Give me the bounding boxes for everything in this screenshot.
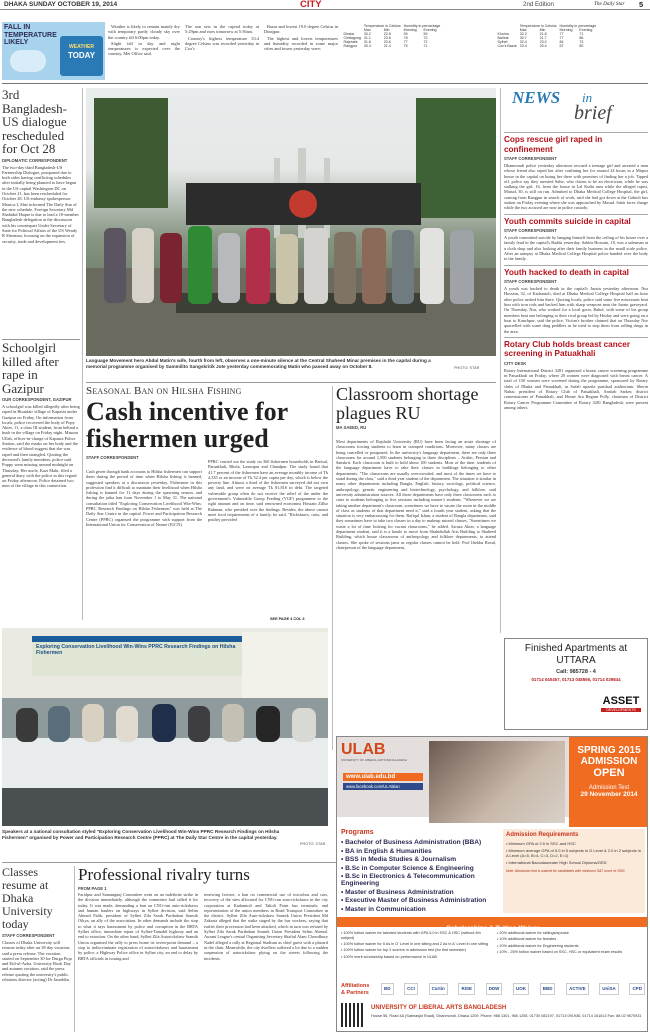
masthead: [0, 0, 650, 10]
students-photo: [429, 741, 565, 823]
headline-classroom: Classroom shortage plagues RU: [336, 385, 479, 423]
body-hilsa-2: PPRC carried out the study on 360 fishermen households in Barisal, Patuakhali, Bhola, Laxmipur and Chandpur. The study found that 41.7 percent of the fishermen have an average monthly income of Tk 4,335 or an income of Tk 52.4 per capita per day, which is below the poverty line. Almost a third of the fishermen surveyed did not own any land, and were on average Tk 81,816 in debt. The targeted vulnerable group often do not receive the relief of the under the government's Vulnerable Group Feeding (VGF) programme to the right amount and on time, said renowned economist Hossain Zillur Rahman, who presided over the findings. Besides, the above cannot meet food requirements of a family, he said. "Rickshaws, carts, and poultry provided: [208, 459, 328, 523]
program-item: • B.Sc in Electronics & Telecommunication Engineering: [341, 873, 475, 887]
waiver-item: • 100% tuition waiver for talented students with GPA 5.0 in SSC & HSC (without 4th subject): [341, 931, 481, 940]
brief-headline: Youth hacked to death in capital: [504, 267, 629, 277]
spring-admission-panel: [569, 737, 648, 827]
weather-value: 78: [403, 36, 408, 40]
city-name: Rajshahi: [343, 40, 358, 44]
byline-dialogue: DIPLOMATIC CORRESPONDENT: [2, 157, 68, 163]
weather-value: 84: [559, 40, 564, 44]
partner-logo: UniSA: [599, 983, 619, 995]
weather-value: 57: [559, 44, 564, 48]
photo2-caption: Speakers at a national consultation styled "Exploring Conservation Livelihood Win-Wins PPRC Research Findings on Hilsha Fishermen" organised by Power and Participation Research Centre (PPRC) at The Daily Star Centre in the capital yesterday.: [2, 829, 280, 840]
asset-logo: [601, 695, 641, 725]
waiver-item: • 10% - 25% tuition waiver based on SSC, HSC or equivalent exam results: [497, 949, 623, 954]
weather-row: [496, 44, 598, 48]
weather-box: [2, 22, 105, 80]
programs-title: Programs: [341, 829, 374, 836]
weather-col-3: Bazar and lowest 19.0 degree Celsius in Dinajpur. The highest and lowest temperatures and humidity recorded in some major cities and towns yesterday were:: [264, 24, 338, 52]
weather-row: [342, 44, 442, 48]
ad-apartments: [504, 638, 648, 730]
open-label: OPEN: [593, 767, 625, 779]
brief-headline: Rotary Club holds breast cancer screening in Patuakhali: [504, 339, 631, 359]
ulab-logo: [341, 741, 411, 763]
headline-dialogue: 3rd Bangladesh-US dialogue rescheduled for Oct 28: [2, 88, 67, 156]
ad-apartments-title: Finished Apartments at UTTARA: [524, 643, 628, 666]
weather-value: 30.4: [363, 44, 371, 48]
divider: [2, 339, 80, 340]
waiver-title: Scholarships & Tuition Waiver: [446, 925, 540, 932]
weather-logo-bottom: TODAY: [67, 51, 96, 60]
banner-sun-icon: [289, 190, 317, 218]
city-name: Barisal: [497, 36, 509, 40]
partner-logo: RISE: [458, 983, 475, 995]
qr-code: [341, 1003, 365, 1027]
program-item: • BA in English & Humanities: [341, 847, 432, 855]
waiver-item: • 100% merit scholarship based on performance in ULAB: [341, 954, 437, 959]
city-name: Khulna: [497, 32, 509, 36]
body-dialogue: The two-day third Bangladesh-US Partnership Dialogue, postponed due to both sides having conflicting schedules after initially being planned to have begun in the US capital Washington DC on October 21, has been rescheduled for October 28. US embassy spokesperson Monica L Shie informed The Daily Star of the new schedule. Foreign Secretary Md Shahidul Haque is due to lead a 10-member Bangladesh delegation at the discussion with his counterpart Under Secretary of State for Political Affairs of the US Wendy R Sherman, focusing on the expansion of security, trade and development ties.: [2, 164, 79, 244]
weather-value: 32.4: [519, 40, 527, 44]
headline-schoolgirl: Schoolgirl killed after rape in Gazipur: [2, 341, 59, 396]
byline-classes: STAFF CORRESPONDENT: [2, 933, 55, 938]
photo-pprc-consultation: [2, 628, 328, 826]
weather-value: 86: [579, 36, 584, 40]
tree-left: [94, 98, 168, 208]
temperature-table-left: Temperature in Celsius Humidity in percentage Max Min Morning Evening Dhaka 30.2 22.8 59 59 Chittagong 31.1 23.6 78 72 Rajshahi 31.6 20.6 77 72 Rangpur 30.4 21.4 75 71: [343, 24, 441, 48]
weather-logo-top: WEATHER: [69, 44, 94, 50]
brief-item: [504, 132, 648, 211]
partner-logo: CCI: [404, 983, 418, 995]
brief-body: Dhanmondi police yesterday afternoon rescued a teenage girl and arrested a man whose friend also raped her after confining her for around 24 hours in a Mirpur house in the capital on luring her there with promises of finding her a job. Tipped off, police say they arrested Sabir, who claims to be an electrician, while he was stalking the girl, 16, from the house in Lal Kuthi area while the alleged rapist, Masud, 30, is still on run. Admitted to Dhaka Medical College Hospital, the girl, coming from Rangpur in search of work, said she had got down at the Gabtoli bus station on Friday evening where she was approached by Masud. Sabir faces charge while the two accused are now in police custody.: [504, 163, 648, 211]
body-hilsa-1: Cash given through bank accounts to Hilsha fishermen can support them during the period of time when Hilsha fishing is banned, suggested speakers at a discussion yesterday. Fishermen in this profession find it difficult to maintain their livelihood when Hilsha fishing is banned for 11 days during the spawning season, and during the jatka ban from November 1 to May 31. The national consultation titled "Exploring Conservation Livelihood Win-Wins: PPRC Research Findings on Hilsha Fishermen" was held at The Daily Star Centre in the capital. Power and Participation Research Centre (PPRC) organised the programme with support from the International Union for Conservation of Nature (IUCN).: [86, 469, 202, 527]
brief-logo-brief: brief: [574, 102, 612, 124]
foreground-table: [2, 788, 328, 826]
section-name: CITY: [300, 0, 322, 10]
brief-byline: CITY DESK: [504, 360, 527, 366]
requirement-item: • International Baccalaureate/ High School Diploma/GED: [506, 860, 607, 865]
brief-body: A youth committed suicide by hanging himself from the ceiling of his house over a family feud in the capital's Badda yesterday. Sabbir Hossain, 18, was a salesman at a cloth shop and also looking after their family business in the small scale police. After an autopsy at Dhaka Medical College Hospital police handed over the body to the family.: [504, 235, 648, 262]
weather-value: 31.6: [363, 40, 371, 44]
partner-logo: DDW: [486, 983, 503, 995]
brief-byline: STAFF CORRESPONDENT: [504, 228, 557, 234]
weather-value: 30.2: [363, 32, 371, 36]
weather-col-1: Weather is likely to remain mainly dry with temporary partly cloudy sky over the country till 6:00pm today. Slight fall in day and night temperatures is expected over the country, Met Office said.: [108, 24, 180, 57]
program-item: • Master in Communication: [341, 905, 426, 913]
ulab-facebook[interactable]: www.facebook.com/ULABian: [343, 783, 423, 790]
weather-value: 72: [423, 36, 428, 40]
weather-value: 23.6: [383, 36, 391, 40]
speakers-row: [16, 704, 316, 742]
brief-headline: Cops rescue girl raped in confinement: [504, 135, 603, 154]
requirements-note: Note: Admission test is waived for candidates with minimum SAT score of 1500: [506, 869, 625, 873]
waiver-list-right: [497, 931, 647, 956]
weather-value: 72: [423, 40, 428, 44]
partner-logo: BD: [381, 983, 394, 995]
waiver-title-bar: [337, 917, 648, 932]
weather-value: 77: [559, 32, 564, 36]
weather-value: 73: [579, 40, 584, 44]
ulab-footer-address: House 56, Road 4A (Satmasjid Road), Dhanmondi, Dhaka 1209. Phone: 966 1301, 966 1255, 01730 082197, 01713 091936, 01714 161613 Fax: 88 02 9670931: [371, 1014, 642, 1018]
body-schoolgirl: A schoolgirl was killed allegedly after being raped in Biraidair village of Kapasia under Gazipur on Friday. On information from locals, police recovered the body of Popy Akter, 11, a class III student, from behind a bush in the village on Friday night. Masum Ullah, officer-in-charge of Kapasia Police Station, said the marks on her body and the evidence of blood suggest that she was raped and then strangled. Quoting the deceased's family members, police said Poppy went missing around midnight on Thursday. Her uncle, Kazi Mahi, filed a general diary with the police in this regard on Friday afternoon. Police detained two men of the village in this connection.: [2, 404, 80, 489]
weather-value: 80: [579, 44, 584, 48]
partner-logo: BBD: [540, 983, 556, 995]
story-hilsa: [86, 385, 328, 625]
pprc-banner-text: Exploring Conservation Livelihood Win-Wins PPRC Research Findings on Hilsha Fishermen: [36, 644, 236, 657]
admission-label: ADMISSION: [580, 756, 638, 767]
city-name: Cox's Bazar: [497, 44, 517, 48]
brief-logo-news: NEWS: [512, 88, 561, 107]
weather-logo: [60, 36, 103, 76]
news-in-brief: [504, 88, 648, 633]
weather-value: 71: [423, 44, 428, 48]
ulab-website[interactable]: www.ulab.edu.bd: [343, 773, 423, 781]
photo-shaheed-minar: [86, 88, 496, 356]
brief-headline: Youth commits suicide in capital: [504, 216, 631, 226]
ulab-footer-name: UNIVERSITY OF LIBERAL ARTS BANGLADESH: [371, 1005, 507, 1011]
waiver-item: • 100% tuition waiver for 5 As in O' Level in one sitting and 2 As in A' Level in one sitting: [341, 942, 488, 947]
story-classes: [2, 866, 72, 1032]
brief-logo-in: in: [582, 90, 593, 105]
paper-name: The Daily Star: [594, 1, 625, 7]
weather-value: 23.0: [539, 40, 547, 44]
column-rule: [82, 88, 83, 620]
partner-logo: ACTIVE: [566, 983, 589, 995]
city-name: Rangpur: [343, 44, 358, 48]
brief-byline: STAFF CORRESPONDENT: [504, 156, 557, 161]
requirements-list: [503, 841, 645, 865]
banner-stripe: [32, 636, 242, 642]
partner-logo: Curtin: [429, 983, 448, 995]
waiver-item: • 100% tuition waiver for top 3 scorers in admission test (for first semester): [341, 948, 466, 953]
program-item: • Master of Business Administration: [341, 888, 454, 896]
weather-value: 21.4: [383, 44, 391, 48]
weather-value: 21.8: [539, 32, 547, 36]
wreath-row: [176, 293, 426, 313]
byline-classroom: MA SAEED, RU: [336, 425, 367, 430]
edition-label: 2nd Edition: [523, 1, 554, 8]
requirements-title: Admission Requirements: [506, 832, 579, 838]
weather-value: 32.2: [519, 32, 527, 36]
photo2-credit: PHOTO: STAR: [300, 842, 326, 846]
story-schoolgirl: [2, 341, 80, 618]
weather-value: 25.4: [539, 44, 547, 48]
body-rivalry-2: renewing licence, a ban on commercial use of microbus and cars, recovery of the sites allocated for CNG-run auto-rickshaws in the city corporation at Kadamtoli and Taltoli Point bus terminals, and representation of the union members in Road Transport Committee in the district. Sylhet Zila Auto-rickshaw Sramik Union President Md Zakaria alleged that the strike staged by the bus workers, saying that earlier their procession had been attacked, which in turn was refused by Sylhet Zila Sarak Paribahan Sramik Union President Selim Ahmed. Awami League's central Organising Secretary Shafiul Alam Chowdhury Nadel alleged a rally at Regional Stadium as chief guest with a placard in the chair. Meanwhile, the city dwellers suffered a lot due to a sudden suspension of autorickshaw plying on the streets following the incidents.: [204, 892, 328, 961]
photo-shaheed-minar-scene: [86, 88, 496, 356]
weather-value: 77: [403, 40, 408, 44]
admission-test-label: Admission Test: [588, 785, 630, 791]
affiliations-label: Affiliations & Partners: [341, 983, 370, 996]
story-rivalry: [78, 866, 328, 1032]
program-item: • B.Sc in Computer Science & Engineering: [341, 864, 474, 872]
weather-value: 30.7: [519, 36, 527, 40]
waiver-item: • 20% additional waiver for siblings/spouse: [497, 931, 569, 935]
brief-body: Rotary International District 3281 organised a breast cancer screening programme in Patuakhali on Friday, where 20 women were diagnosed with breast cancer. A total of 150 women were screened during the programme, sponsored by Rotary clubs of Dhaka and Patuakhali, in Sufali upazila parishad auditorium. Sherin Nahar, president of Rotary Club of Patuakhali, Amitab Sarker, district commissioner of Patuakhali, and Hosne Ara Begum Polly, chairman of District Rotary Cancer Programme Committee of Rotary 3281 Bangladesh, were present among others.: [504, 367, 648, 410]
headline-classes: Classes resume at Dhaka University today: [2, 866, 53, 931]
sunset-note: The sun sets in the capital today at 5:29pm and rises tomorrow at 5:56am.: [185, 24, 259, 35]
weather-table-left: [342, 24, 490, 48]
byline-schoolgirl: OUR CORRESPONDENT, GAZIPUR: [2, 397, 72, 402]
brief-byline: STAFF CORRESPONDENT: [504, 279, 557, 285]
partner-logo: CPD: [629, 983, 645, 995]
program-item: • BSS in Media Studies & Journalism: [341, 856, 457, 863]
weather-value: 21.7: [539, 36, 547, 40]
body-rivalry-1: Faridpur and Sunamganj Committee went on an indefinite strike in the division immediately, although the committee had called it for today. It was made, demanding a ban on CNG-run auto-rickshaws and human haulers on highways in Sylhet division, said Selim Ahmed Falik, president of Sylhet Zila Sarak Paribahan Sramik Oikya, an ally of the association. In other demands include tho stop to what it says harassment by police and corruption in the BRTA Sylhet office, immediate repair of Sylhet-Tamabil highway and an end to extortion. On the other hand, Sylhet Zila Autorickshaw Sramik Union organised the rally to press home its seven-point demand – a stop to indiscriminate registration of autorickshaws and harassment by police, a Highway Police office in Sylhet city, an end to delay by BRTA officials in issuing and: [78, 892, 198, 961]
requirements-box: [503, 829, 645, 913]
brief-item: [504, 337, 648, 410]
city-name: Dhaka: [343, 32, 354, 36]
weather-value: 75: [403, 44, 408, 48]
divider: [86, 382, 496, 383]
weather-headline: FALL IN TEMPERATURE LIKELY: [4, 24, 57, 47]
brief-logo: [504, 88, 648, 132]
hilsa-continued: SEE PAGE 4 COL 3: [270, 617, 305, 621]
city-name: Sylhet: [497, 40, 508, 44]
table-cloth: [2, 738, 328, 788]
waiver-item: • 10% additional waiver for Engineering students: [497, 943, 579, 948]
ulab-logo-sub: UNIVERSITY OF LIBERAL ARTS BANGLADESH: [341, 758, 407, 762]
story-classroom: [336, 385, 496, 751]
waiver-item: • 10% additional waiver for females: [497, 937, 557, 942]
photo-pprc-scene: [2, 628, 328, 826]
story-dialogue: [2, 88, 80, 338]
program-item: • Bachelor of Business Administration (BBA): [341, 839, 482, 846]
weather-value: 20.6: [383, 40, 391, 44]
program-item: • Executive Master of Business Administration: [341, 897, 487, 904]
ulab-logo-text: ULAB: [341, 741, 386, 758]
weather-value: 71: [579, 32, 584, 36]
byline-rivalry: FROM PAGE 1: [78, 886, 107, 891]
headline-rivalry: Professional rivalry turns: [78, 866, 250, 884]
weather-value: 22.8: [383, 32, 391, 36]
asset-logo-text: ASSET: [602, 695, 640, 707]
body-classes: Classes of Dhaka University will resume today after an 18-day vacation, said a press release. The vacation started on September 30 for Durga Puja and Eid-ul-Azha. University Book Day and autumn vacation, said the press release quoting the university's public relations director (acting) Dr Jasuddin.: [2, 940, 72, 983]
photo1-caption: Language Movement hero Abdul Matin's wife, fourth from left, observes a one-minute silence at the Central Shaheed Minar premises in the capital during a memorial programme organised by Sammilito Sangskritik Jote yesterday commemorating Matin who passed away on October 8.: [86, 358, 431, 369]
temperature-table-right: Temperature in Celsius Humidity in percentage Max Min Morning Evening Khulna 32.2 21.8 77 71 Barisal 30.7 21.7 77 86 Sylhet 32.4 23.0 84 73 Cox's Bazar 33.4 25.4 57 80: [497, 24, 597, 48]
brief-list: [504, 132, 648, 410]
weather-strip: [2, 22, 648, 84]
ad-apartments-phones: 01714 040457, 01713 048556, 01714 029844: [531, 677, 621, 682]
spring-label: SPRING 2015: [577, 745, 641, 756]
weather-col-2: The sun sets in the capital today at 5:29pm and rises tomorrow at 5:56am. Country's highest temperature 33.4 degree Celsius was recorded yesterday in Cox's: [185, 24, 259, 52]
brief-body: A youth was hacked to death in the capital's Jurain yesterday afternoon. Nur Hossain, 32, of Kadamtoli, died at Dhaka Medical College Hospital half an hour after police rushed him there. Quoting locals, police said some five miscreants beat him with iron rods and hacked him with sharp weapons near the Jurain graveyard. On Thursday, Nur, who worked for a local goon, Rahul, with some of his group members beat one belonging to their rival group led by Hridoy and were going on a boat to Kanchpur, said the police. Victim's brother claimed that on Thursday Nur quarrelled with some drug peddlers as he tried to stop them from selling drugs in the area.: [504, 286, 648, 334]
column-rule: [500, 88, 501, 633]
asset-logo-sub: DEVELOPMENTS: [601, 708, 641, 712]
brief-item: [504, 265, 648, 334]
column-rule: [332, 386, 333, 750]
weather-table-right: [496, 24, 646, 48]
requirement-item: • Minimum average GPA of 5.0 in 5 subjects in O Level & 2.0 in 2 subjects in A Level (A=5, B=4, C=3, D=2, E=1): [506, 848, 641, 858]
headline-hilsa: Cash incentive for fishermen urged: [86, 397, 288, 453]
weather-value: 59: [423, 32, 428, 36]
ad-apartments-call: Call: 985728 - 4: [556, 669, 596, 675]
tree-right: [416, 98, 496, 218]
weather-value: 59: [403, 32, 408, 36]
partner-logo: UOK: [513, 983, 529, 995]
city-name: Chittagong: [343, 36, 361, 40]
cloud-icon: [10, 50, 46, 72]
partner-logos: [381, 983, 645, 997]
weather-value: 77: [559, 36, 564, 40]
weather-value: 33.4: [519, 44, 527, 48]
brief-item: [504, 214, 648, 262]
kicker-hilsa: Seasonal Ban on Hilsha Fishing: [86, 385, 242, 397]
page-dateline: DHAKA SUNDAY OCTOBER 19, 2014: [4, 1, 118, 8]
programs-list: [341, 839, 501, 914]
waiver-list-left: [341, 931, 491, 961]
weather-value: 31.1: [363, 36, 371, 40]
requirement-item: • Minimum GPA of 2.5 in SSC and HSC: [506, 841, 576, 846]
photo1-credit: PHOTO: STAR: [454, 366, 480, 370]
admission-test-date: 29 November 2014: [580, 791, 638, 798]
ad-ulab: [336, 736, 648, 1032]
body-classroom: Most departments of Rajshahi University (RU) have been facing an acute shortage of classrooms forcing students to learn in cramped conditions. Moreover, many classes are being cancelled or postponed. In the university's language department, there are only three classrooms for around 1,500 students belonging to three disciplines – Arabic, Persian and Sanskrit. Each classroom is built to hold about 100 students. Most of the time, students of the language department have to take their classes in buildings belonging to other departments. "The classrooms are usually overcrowded, and most of the times we have to stand during the class," said a third year student of the department. The situation is similar in many other departments including Bangla, English, history, sociology, political science, anthropology, genetic engineering and biotechnology, psychology, and folklore, said university administration sources. All those departments have only three classrooms each to cater to students belonging to five sessions including master's students. "Whenever we are taking another department's classroom, sometimes we have to vacate the room in the middle of class as students of that department need it," said a fourth year student, asking that the situation is very embarrassing for them. Rafiqul Islam, a student of Bangla department, said they sometimes have to take two classes in a day to makeup missed classes. "Sometimes we waste a lot of time looking for vacant classrooms," he added. Asraza Akter, a language department student, said it is a hassle to move from Shahidullah Arts Building to Shaheed Building, which house classrooms of anthropology and folklore departments, to attend classes. She spoke of sessions jams as regular classes cannot be held. Prof Iftekha Rosul, chairperson of the language department,: [336, 439, 496, 550]
page-number: 5: [639, 0, 644, 9]
column-rule: [74, 866, 75, 1032]
byline-hilsa: STAFF CORRESPONDENT: [86, 455, 139, 460]
ad-call-number: 985728 - 4: [569, 669, 596, 675]
